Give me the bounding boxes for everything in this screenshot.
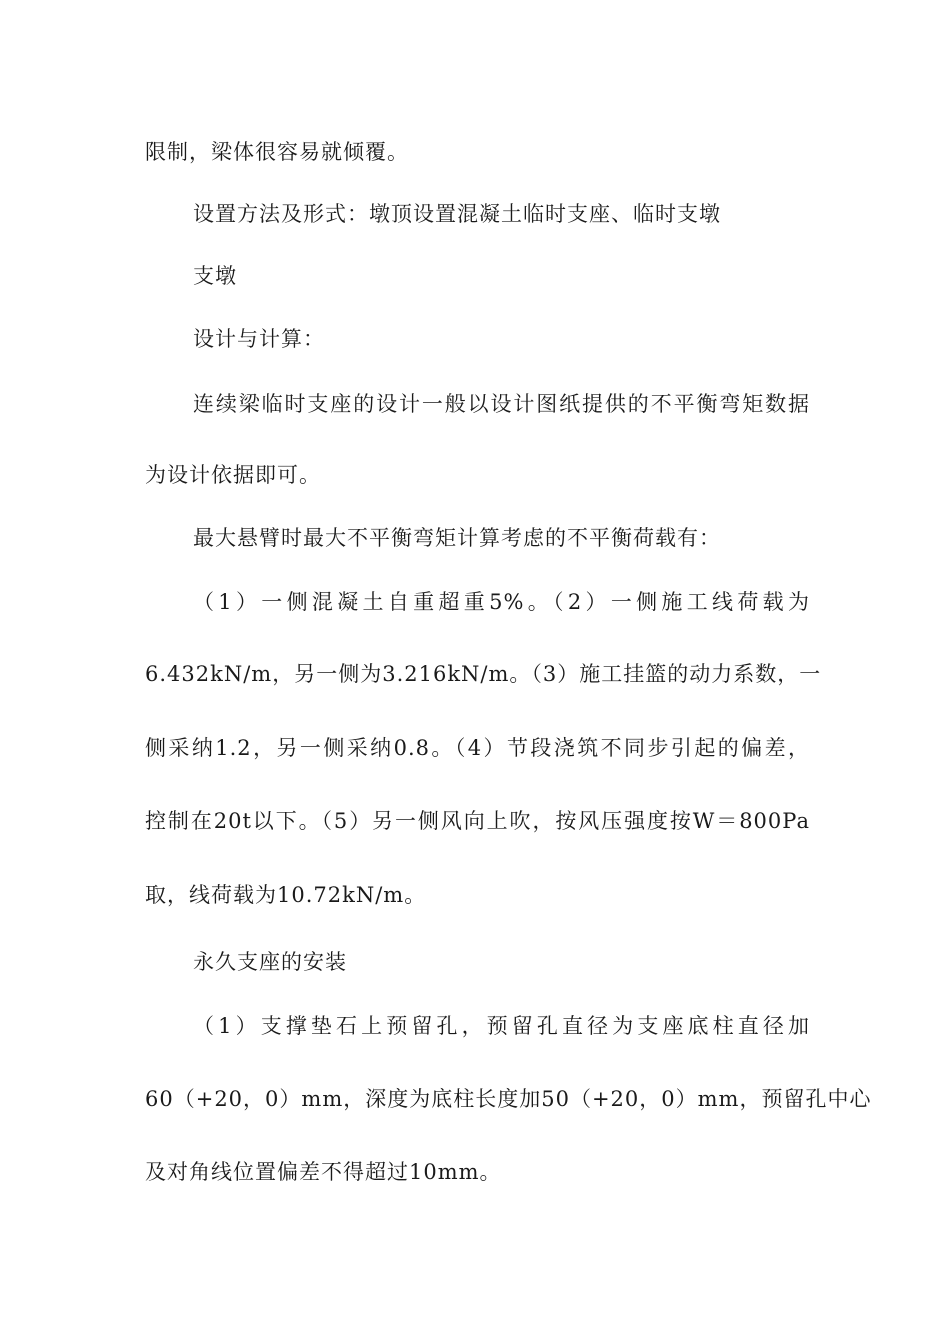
text-line: 永久支座的安装	[193, 950, 347, 974]
text-line: （1）支撑垫石上预留孔，预留孔直径为支座底柱直径加	[193, 1014, 810, 1038]
text-line: 最大悬臂时最大不平衡弯矩计算考虑的不平衡荷载有：	[193, 526, 721, 550]
text-line: 设置方法及形式：墩顶设置混凝土临时支座、临时支墩	[193, 202, 721, 226]
text-line: 取，线荷载为10.72kN/m。	[145, 883, 427, 907]
text-line: 设计与计算：	[193, 327, 325, 351]
text-line: 为设计依据即可。	[145, 463, 321, 487]
text-line: 连续梁临时支座的设计一般以设计图纸提供的不平衡弯矩数据	[193, 392, 810, 416]
text-line: 限制，梁体很容易就倾覆。	[145, 140, 409, 164]
text-line: 支墩	[193, 264, 237, 288]
text-line: 控制在20t以下。（5）另一侧风向上吹，按风压强度按W＝800Pa	[145, 809, 810, 833]
text-line: （1）一侧混凝土自重超重5%。（2）一侧施工线荷载为	[193, 590, 810, 614]
text-line: 及对角线位置偏差不得超过10mm。	[145, 1160, 502, 1184]
text-line: 6.432kN/m，另一侧为3.216kN/m。（3）施工挂篮的动力系数，一	[145, 662, 822, 686]
text-line: 侧采纳1.2，另一侧采纳0.8。（4）节段浇筑不同步引起的偏差，	[145, 736, 810, 760]
text-line: 60（+20，0）mm，深度为底柱长度加50（+20，0）mm，预留孔中心	[145, 1087, 872, 1111]
